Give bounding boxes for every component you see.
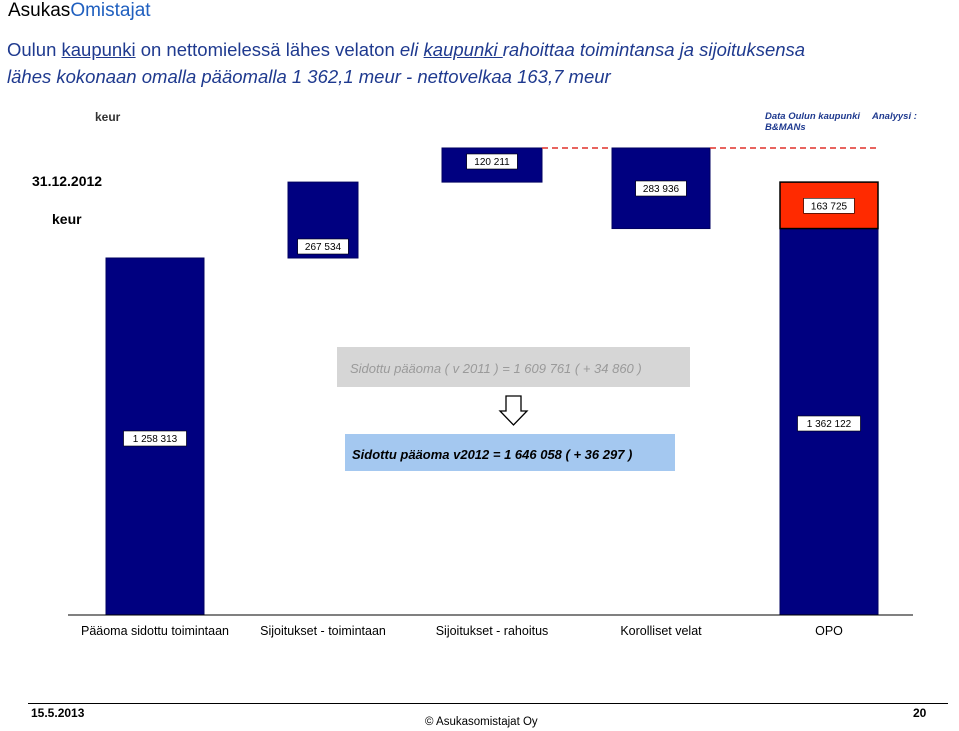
title-line1-c: on nettomielessä lähes velaton — [135, 39, 400, 60]
source-data: Data Oulun kaupunki — [765, 111, 861, 122]
title-line1-f: rahoittaa toimintansa ja sijoituksensa — [502, 39, 806, 60]
source-analysis: Analyysi : B&MANs — [765, 111, 917, 133]
bar-label-1: 267 534 — [304, 242, 342, 253]
title-line2: lähes kokonaan omalla pääomalla 1 362,1 meur - nettovelkaa 163,7 meur — [7, 66, 611, 87]
title-line1-b: kaupunki — [61, 39, 136, 60]
title-line1-a: Oulun — [7, 39, 62, 60]
bar-label-0: 1 258 313 — [132, 434, 178, 445]
annotation-text-2012: Sidottu pääoma v2012 = 1 646 058 ( + 36 297 ) — [352, 447, 633, 462]
bar-label-5: 163 725 — [810, 201, 848, 213]
chart-unit-label: keur — [52, 211, 82, 227]
x-label-2: Sijoitukset - rahoitus — [435, 624, 549, 638]
x-label-1: Sijoitukset - toimintaan — [260, 624, 386, 638]
title-line1-e: kaupunki — [423, 39, 503, 60]
x-label-3: Korolliset velat — [620, 624, 702, 638]
x-label-0: Pääoma sidottu toimintaan — [80, 624, 230, 638]
bar-label-3: 283 936 — [642, 183, 680, 195]
unit-label-top: keur — [95, 110, 121, 124]
brand-part1: Asukas — [8, 0, 71, 21]
footer-divider — [28, 703, 948, 704]
x-label-4: OPO — [815, 624, 843, 638]
brand-part2: Omistajat — [70, 0, 151, 21]
title-line1-d: eli — [399, 39, 424, 60]
footer-page-number: 20 — [913, 706, 927, 720]
bar-label-4: 1 362 122 — [806, 419, 852, 430]
annotation-text-2011: Sidottu pääoma ( v 2011 ) = 1 609 761 ( + 34 860 ) — [350, 361, 642, 376]
footer-copyright: © Asukasomistajat Oy — [425, 716, 538, 728]
bar-label-2: 120 211 — [474, 156, 510, 168]
down-arrow-icon — [500, 396, 527, 425]
chart-date-label: 31.12.2012 — [32, 173, 103, 189]
footer-date: 15.5.2013 — [31, 706, 85, 720]
x-axis-labels — [81, 624, 843, 638]
